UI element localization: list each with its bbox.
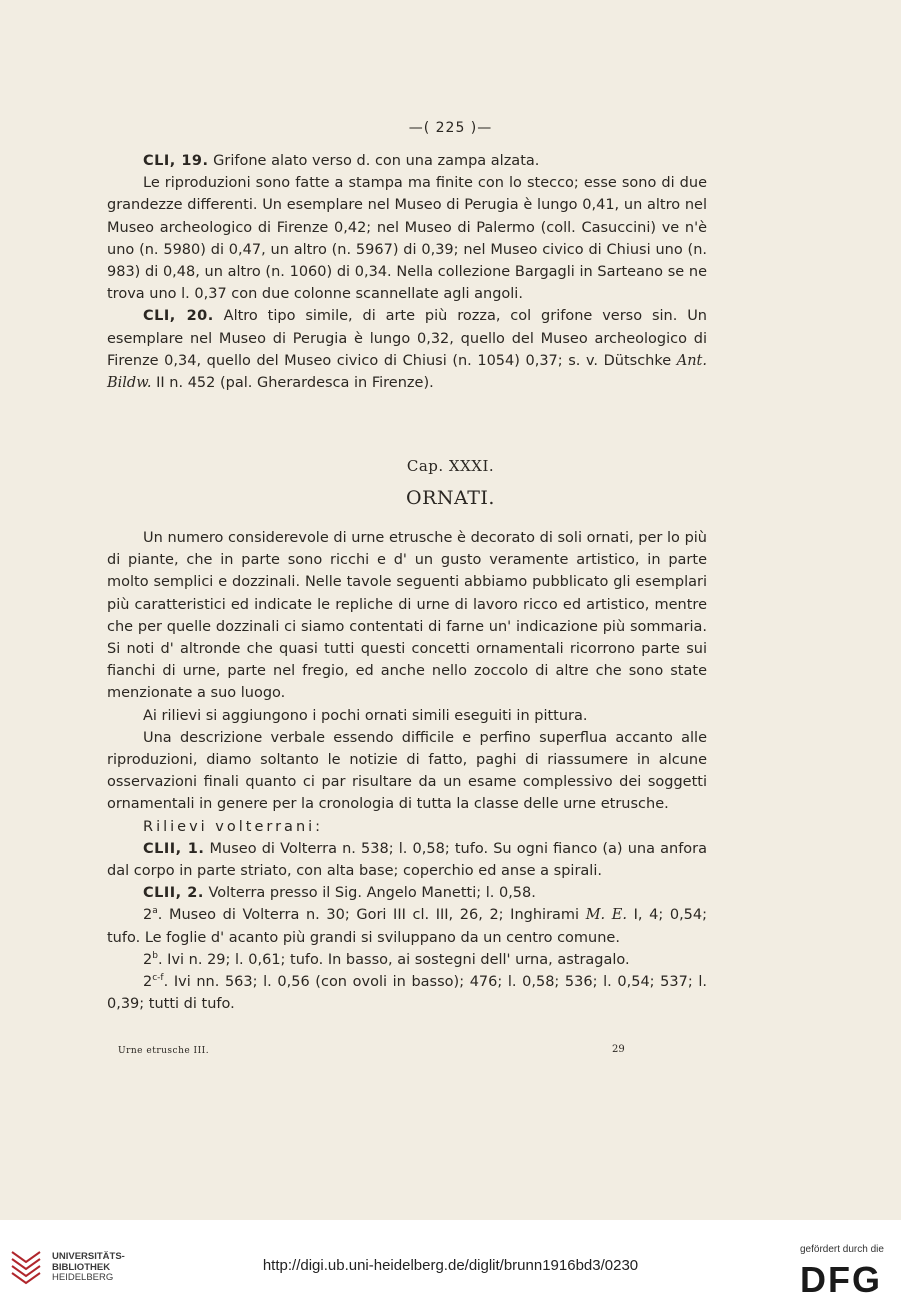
entry-text: I, 4; 0,54; tufo. Le foglie d' acanto più grandi si sviluppano da un centro comune.	[107, 907, 708, 946]
entry-sup: a	[152, 906, 158, 917]
paragraph: Una descrizione verbale essendo difficile e perfino superflua accanto alle riproduzioni, diamo soltanto le notizie di fatto, paghi di riassumere in alcune osservazioni finali quanto ci par risultare da un esame complessivo dei soggetti ornamentali in genere per la cronologia di tutta la classe delle urne etrusche.	[107, 729, 707, 813]
footer-sheet-number: 29	[612, 1044, 625, 1055]
footer-signature: Urne etrusche III.	[118, 1046, 210, 1056]
entry-clii-2	[107, 882, 707, 904]
page-number: —( 225 )—	[408, 120, 493, 136]
entry-ref: CLII, 2.	[143, 885, 204, 902]
entry-sup: c-f	[152, 973, 164, 984]
entry-ref: 2	[143, 974, 153, 991]
entry-text: Grifone alato verso d. con una zampa alzata.	[213, 153, 540, 169]
text-block-top	[107, 150, 707, 394]
text-block-main	[107, 527, 707, 1015]
entry-italic: M. E.	[585, 907, 627, 924]
entry-cli-20	[107, 305, 707, 394]
entry-text: . Ivi n. 29; l. 0,61; tufo. In basso, ai sostegni dell' urna, astragalo.	[157, 951, 630, 968]
entry-2a	[107, 904, 707, 948]
chapter-heading: Cap. XXXI.	[406, 457, 495, 475]
section-label: Rilievi volterrani:	[143, 818, 324, 835]
entry-clii-1	[107, 838, 707, 882]
entry-sup: b	[152, 951, 158, 962]
entry-ref: CLI, 19.	[143, 153, 209, 169]
entry-2c-f	[107, 971, 707, 1015]
entry-ref: CLI, 20.	[143, 308, 214, 325]
entry-ref: 2	[143, 951, 153, 968]
entry-ref: CLII, 1.	[143, 840, 205, 857]
paragraph: Le riproduzioni sono fatte a stampa ma finite con lo stecco; esse sono di due grandezze differenti. Un esemplare nel Museo di Perugia è lungo 0,41, un altro nel Museo archeologico di Firenze 0,42; nel Museo di Palermo (coll. Casuccini) ve n'è uno (n. 5980) di 0,47, un altro (n. 5967) di 0,39; nel Museo civico di Chiusi uno (n. 983) di 0,48, un altro (n. 1060) di 0,34. Nella collezione Bargagli in Sarteano se ne trova uno l. 0,37 con due colonne scannellate agli angoli.	[107, 175, 707, 303]
entry-cli-19	[107, 150, 707, 172]
entry-ref: 2	[143, 907, 153, 924]
chapter-title: ORNATI.	[406, 487, 495, 509]
entry-text: . Ivi nn. 563; l. 0,56 (con ovoli in basso); 476; l. 0,58; 536; l. 0,54; 537; l. 0,39; tutti di tufo.	[107, 974, 707, 1013]
entry-text: . Museo di Volterra n. 30; Gori III cl. III, 26, 2; Inghirami	[157, 907, 580, 924]
library-line-2: BIBLIOTHEK	[52, 1261, 111, 1273]
entry-italic: Ant. Bildw.	[107, 352, 707, 392]
library-line-1: UNIVERSITÄTS-	[52, 1251, 125, 1262]
permalink-url[interactable]: http://digi.ub.uni-heidelberg.de/diglit/brunn1916bd3/0230	[262, 1257, 639, 1274]
entry-text: Museo di Volterra n. 538; l. 0,58; tufo. Su ogni fianco (a) una anfora dal corpo in parte striato, con alta base; coperchio ed anse a spirali.	[107, 840, 708, 880]
entry-text: Volterra presso il Sig. Angelo Manetti; l. 0,58.	[208, 885, 536, 902]
paragraph: Un numero considerevole di urne etrusche è decorato di soli ornati, per lo più di piante, che in parte sono ricchi e d' un gusto veramente artistico, in parte molto semplici e dozzinali. Nelle tavole seguenti abbiamo pubblicato gli esemplari più caratteristici ed indicate le repliche di urne di lavoro ricco ed artistico, mentre che per quelle dozzinali ci siamo contentati di farne un' indicazione più sommaria. Si noti d' altronde che quasi tutti questi concetti ornamentali ricorrono parte sui fianchi di urne, parte nel fregio, ed anche nello zoccolo di altre che sono state menzionate a suo luogo.	[107, 530, 707, 702]
entry-text: II n. 452 (pal. Gherardesca in Firenze).	[156, 375, 434, 392]
paragraph: Ai rilievi si aggiungono i pochi ornati simili eseguiti in pittura.	[143, 707, 588, 724]
dfg-logo-icon[interactable]: DFG	[800, 1259, 882, 1300]
entry-text: Altro tipo simile, di arte più rozza, col grifone verso sin. Un esemplare nel Museo di Perugia è lungo 0,32, quello del Museo archeologico di Firenze 0,34, quello del Museo civico di Chiusi (n. 1054) 0,37; s. v. Dütschke	[107, 308, 707, 369]
entry-2b	[107, 949, 707, 971]
sponsor-caption: gefördert durch die	[800, 1244, 884, 1255]
library-line-3: HEIDELBERG	[52, 1272, 114, 1283]
